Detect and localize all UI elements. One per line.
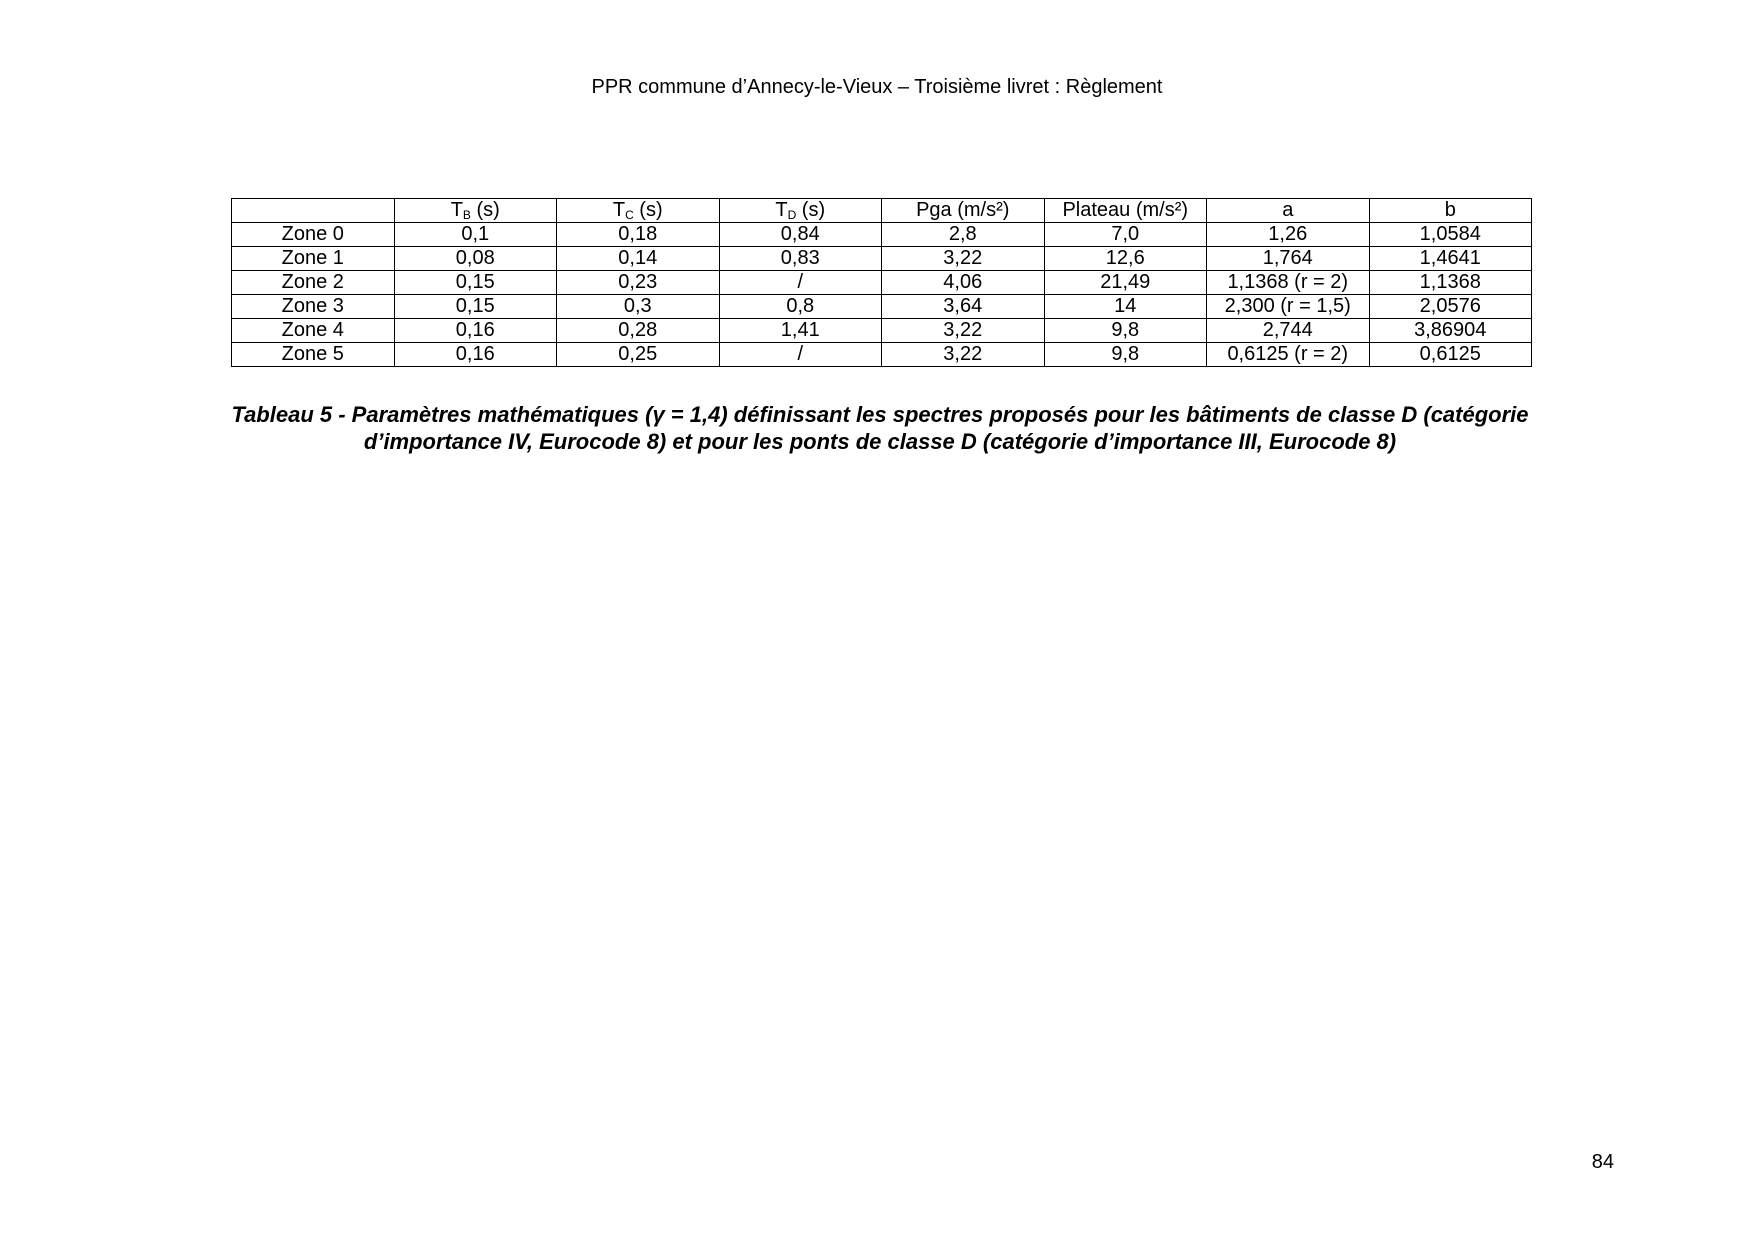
table-cell: 0,8 <box>719 295 882 319</box>
table-cell: 3,64 <box>882 295 1045 319</box>
table-cell: 12,6 <box>1044 247 1207 271</box>
table-cell: 0,3 <box>557 295 720 319</box>
table-cell: 1,4641 <box>1369 247 1532 271</box>
table-cell: Zone 4 <box>232 319 395 343</box>
header-cell-plateau: Plateau (m/s²) <box>1044 199 1207 223</box>
table-cell: 1,0584 <box>1369 223 1532 247</box>
table-cell: 7,0 <box>1044 223 1207 247</box>
table-cell: 3,86904 <box>1369 319 1532 343</box>
table-cell: / <box>719 343 882 367</box>
table-cell: 1,1368 (r = 2) <box>1207 271 1370 295</box>
table-row-zone-3 <box>232 295 1532 319</box>
table-cell: 0,23 <box>557 271 720 295</box>
table-cell: Zone 1 <box>232 247 395 271</box>
page-number: 84 <box>1591 1151 1614 1173</box>
table-cell: 2,300 (r = 1,5) <box>1207 295 1370 319</box>
table-cell: 1,41 <box>719 319 882 343</box>
table-cell: 0,16 <box>394 343 557 367</box>
table-cell: 21,49 <box>1044 271 1207 295</box>
table-row-zone-1 <box>232 247 1532 271</box>
table-cell: 9,8 <box>1044 343 1207 367</box>
table-cell: 0,15 <box>394 295 557 319</box>
table-cell: 2,0576 <box>1369 295 1532 319</box>
table-row-zone-2 <box>232 271 1532 295</box>
table-cell: 0,6125 <box>1369 343 1532 367</box>
table-row-zone-5 <box>232 343 1532 367</box>
caption-line-2: d’importance IV, Eurocode 8) et pour les ponts de classe D (catégorie d’importance III, Eurocode 8) <box>363 429 1397 454</box>
header-cell-td: $T_D$ (s) <box>719 199 882 223</box>
table-cell: 1,26 <box>1207 223 1370 247</box>
table-cell: 0,83 <box>719 247 882 271</box>
table-cell: 0,14 <box>557 247 720 271</box>
table-cell: 0,25 <box>557 343 720 367</box>
header-cell-b: b <box>1369 199 1532 223</box>
table-caption <box>180 401 1580 455</box>
table-row-zone-4 <box>232 319 1532 343</box>
table-cell: / <box>719 271 882 295</box>
page-header: PPR commune d’Annecy-le-Vieux – Troisième livret : Règlement <box>591 76 1163 98</box>
table-cell: 3,22 <box>882 343 1045 367</box>
table-cell: 4,06 <box>882 271 1045 295</box>
header-cell-a: a <box>1207 199 1370 223</box>
table-cell: 0,28 <box>557 319 720 343</box>
table-cell: 3,22 <box>882 319 1045 343</box>
header-cell-empty <box>232 199 395 223</box>
table-cell: 1,764 <box>1207 247 1370 271</box>
table-cell: 0,84 <box>719 223 882 247</box>
table-cell: 0,15 <box>394 271 557 295</box>
table-cell: 9,8 <box>1044 319 1207 343</box>
table-cell: 0,1 <box>394 223 557 247</box>
table-cell: 1,1368 <box>1369 271 1532 295</box>
header-cell-tb: $T_B$ (s) <box>394 199 557 223</box>
header-cell-pga: Pga (m/s²) <box>882 199 1045 223</box>
table-cell: 3,22 <box>882 247 1045 271</box>
parameters-table <box>231 198 1532 367</box>
header-cell-tc: $T_C$ (s) <box>557 199 720 223</box>
table-cell: 14 <box>1044 295 1207 319</box>
table-row-zone-0 <box>232 223 1532 247</box>
table-cell: 0,6125 (r = 2) <box>1207 343 1370 367</box>
caption-line-1: Tableau 5 - Paramètres mathématiques (γ = 1,4) définissant les spectres proposés pour les bâtiments de classe D (catégorie <box>231 402 1529 427</box>
table-cell: Zone 0 <box>232 223 395 247</box>
table-cell: 2,8 <box>882 223 1045 247</box>
table-cell: 0,18 <box>557 223 720 247</box>
table-cell: 0,08 <box>394 247 557 271</box>
table-header-row <box>232 199 1532 223</box>
table-cell: 2,744 <box>1207 319 1370 343</box>
table-cell: Zone 2 <box>232 271 395 295</box>
table-cell: Zone 3 <box>232 295 395 319</box>
table-cell: 0,16 <box>394 319 557 343</box>
table-cell: Zone 5 <box>232 343 395 367</box>
